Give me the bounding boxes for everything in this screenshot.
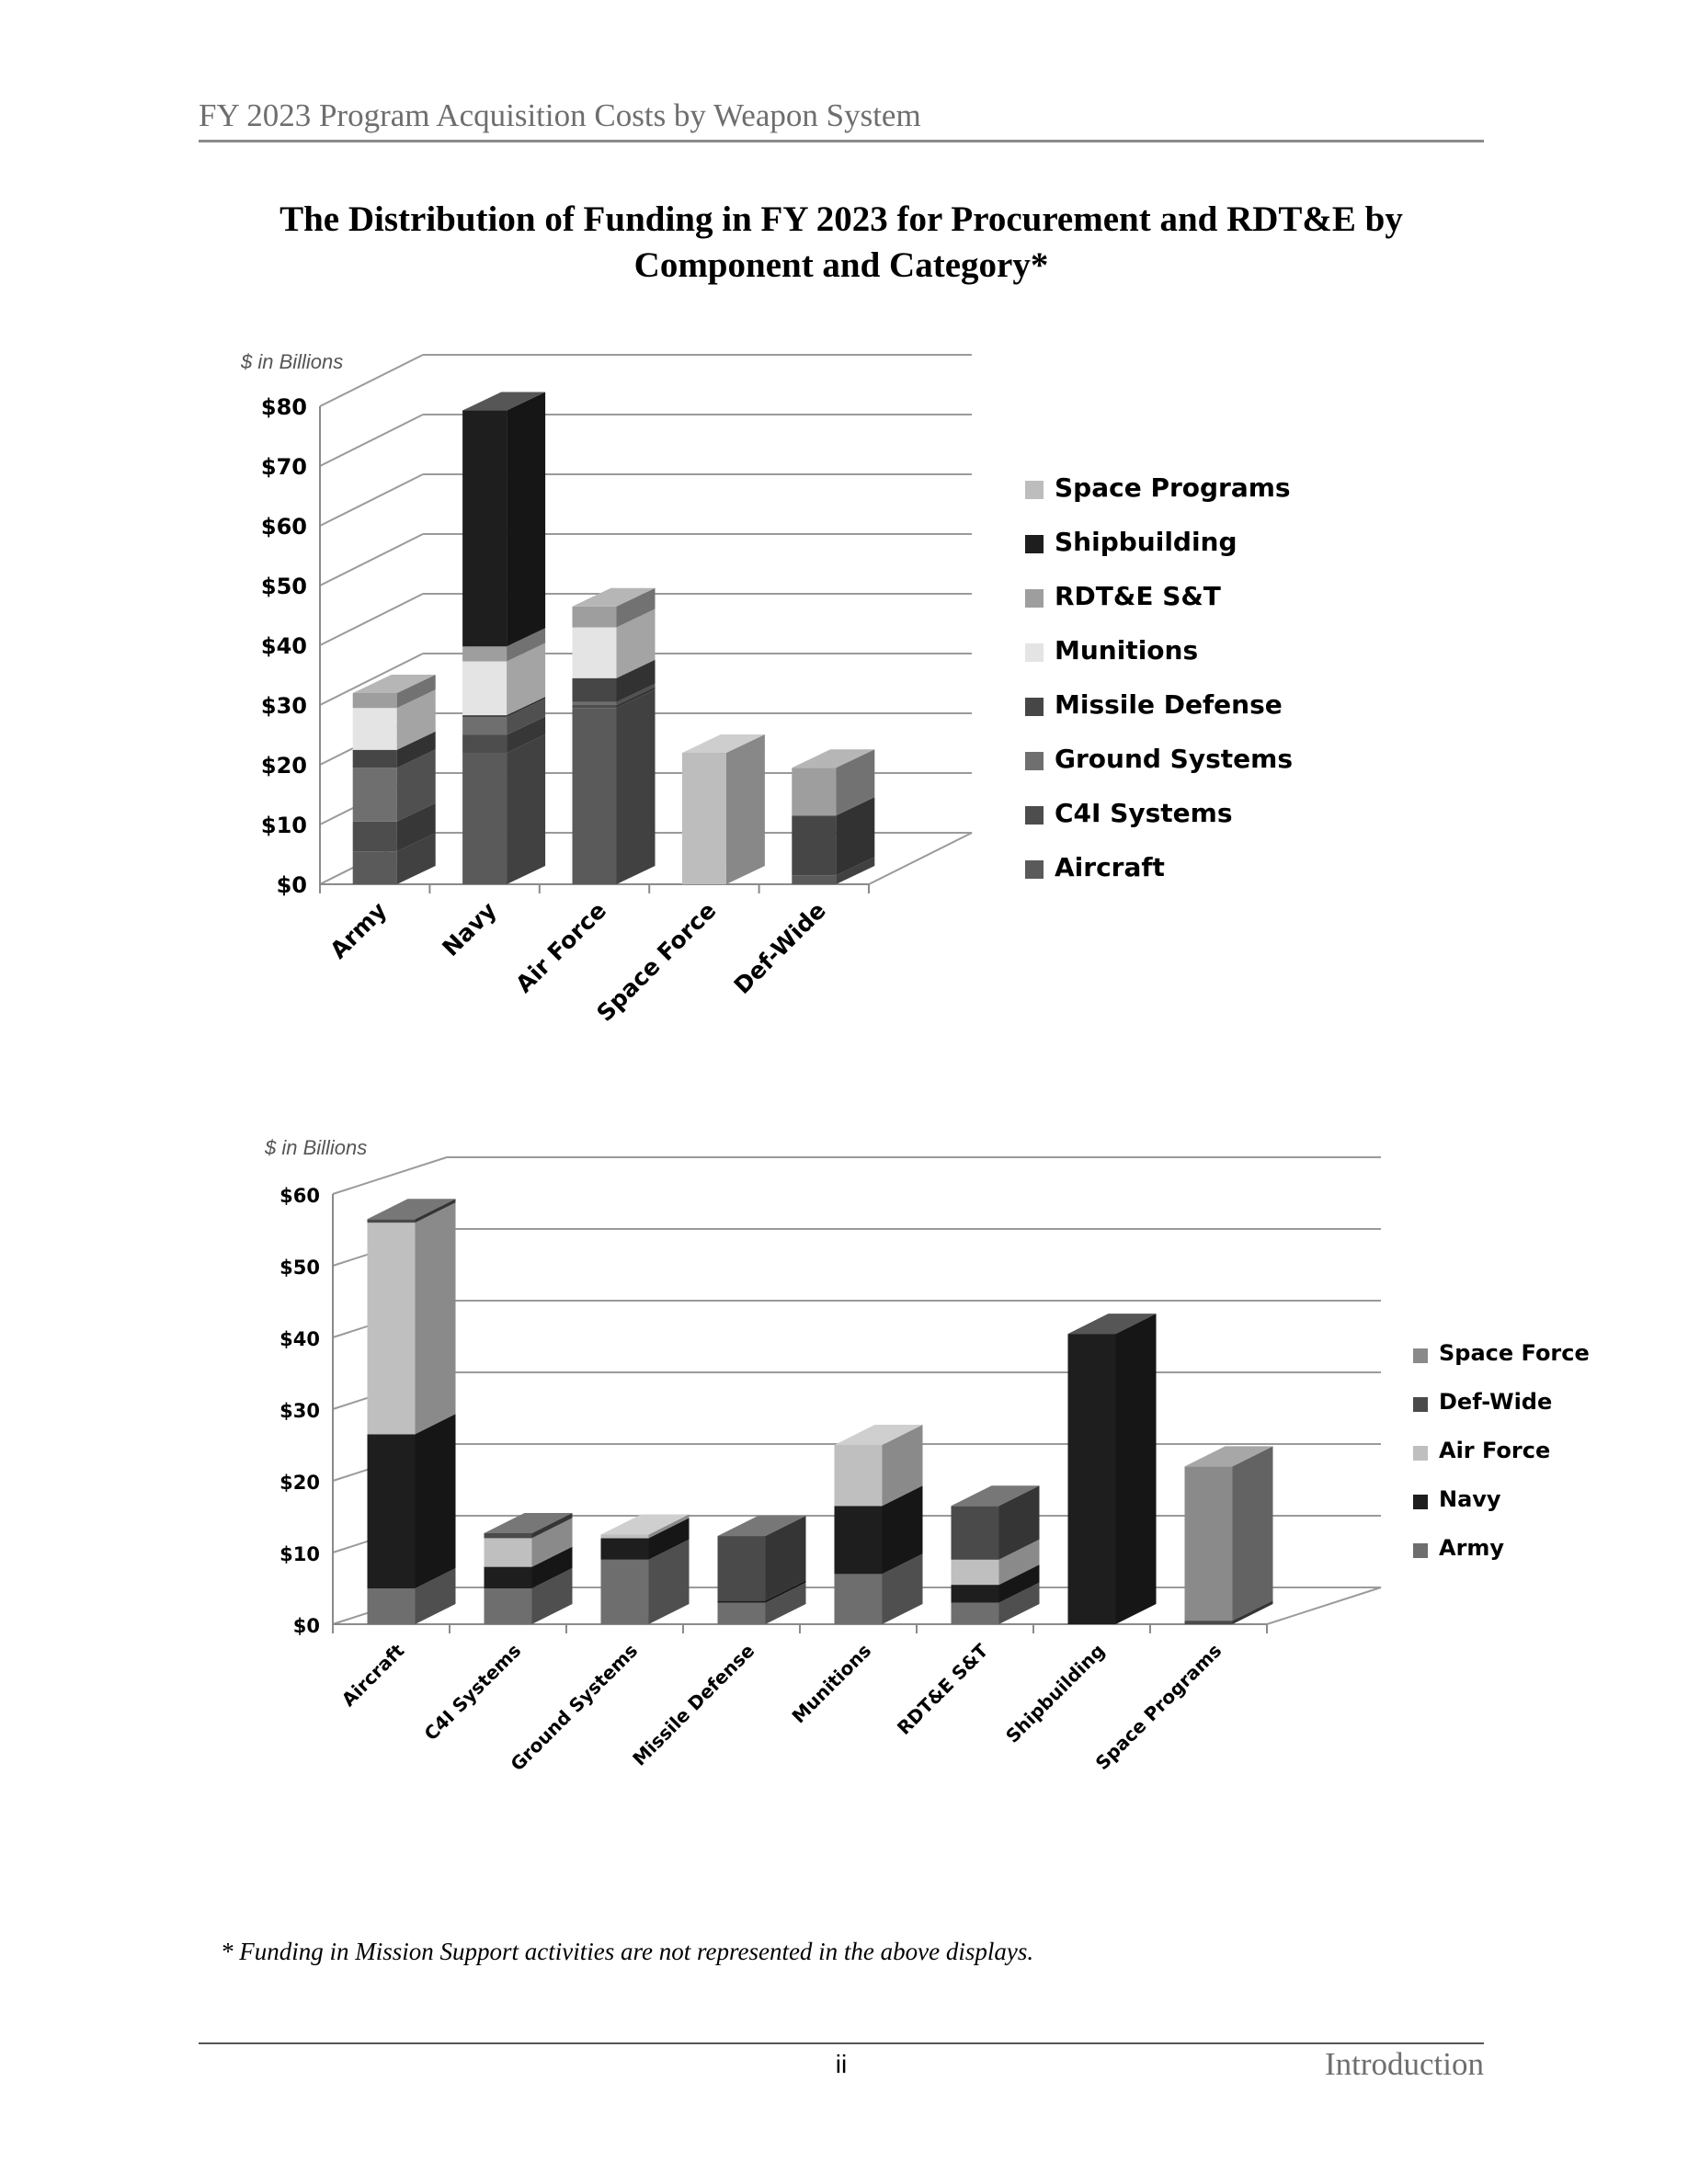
bar-front <box>368 1434 416 1588</box>
bar-front <box>573 628 617 678</box>
y-tick-label: $0 <box>292 1615 320 1637</box>
bar-front <box>718 1603 766 1624</box>
bar-front <box>1185 1466 1233 1621</box>
bar-front <box>573 708 617 884</box>
legend-item-space-force <box>1413 1340 1590 1366</box>
legend-swatch <box>1025 481 1044 499</box>
bar-front <box>462 715 507 717</box>
bar-side <box>507 392 545 647</box>
y-tick-label: $30 <box>260 693 307 719</box>
legend <box>1025 472 1293 882</box>
legend-swatch <box>1025 860 1044 879</box>
legend <box>1413 1340 1590 1561</box>
unit-label: $ in Billions <box>241 350 344 373</box>
legend-item-munitions <box>1025 635 1198 665</box>
legend-label: Space Force <box>1439 1340 1590 1366</box>
y-tick-label: $20 <box>260 753 307 779</box>
legend-label: Army <box>1439 1535 1505 1561</box>
gridline-side <box>320 534 423 586</box>
bar-front <box>462 662 507 716</box>
legend-label: Space Programs <box>1055 472 1291 503</box>
x-category-label: Navy <box>437 896 502 962</box>
x-category-label: Missile Defense <box>628 1639 759 1770</box>
x-category-label: Munitions <box>787 1639 876 1728</box>
legend-swatch <box>1025 698 1044 716</box>
legend-swatch <box>1025 535 1044 553</box>
legend-item-aircraft <box>1025 852 1165 882</box>
bar-stack-shipbuilding <box>1068 1314 1157 1624</box>
page-number: ii <box>835 2050 848 2078</box>
bar-front <box>353 851 397 884</box>
legend-label: Missile Defense <box>1055 689 1283 720</box>
x-category-label: Shipbuilding <box>1001 1639 1110 1747</box>
bar-stack-def-wide <box>792 749 874 884</box>
x-category-label: Aircraft <box>336 1639 409 1712</box>
bar-navy-shipbuilding <box>462 392 545 647</box>
legend-swatch <box>1413 1446 1428 1461</box>
bar-front <box>952 1585 999 1603</box>
bar-air-force-aircraft <box>573 689 656 884</box>
bar-stack-aircraft <box>368 1199 456 1624</box>
bar-front <box>485 1538 532 1566</box>
y-tick-label: $70 <box>260 454 307 480</box>
bar-front <box>573 702 617 705</box>
bar-front <box>462 411 507 647</box>
bar-front <box>835 1574 883 1624</box>
legend-swatch <box>1025 589 1044 608</box>
bar-side <box>416 1202 456 1434</box>
page-title <box>199 197 1484 289</box>
legend-item-ground-systems <box>1025 744 1293 774</box>
legend-label: C4I Systems <box>1055 798 1233 828</box>
legend-swatch <box>1413 1543 1428 1558</box>
bar-front <box>573 607 617 628</box>
legend-swatch <box>1025 752 1044 770</box>
legend-swatch <box>1413 1495 1428 1509</box>
bar-front <box>485 1533 532 1538</box>
x-category-label: Space Programs <box>1090 1639 1226 1775</box>
y-tick-label: $10 <box>279 1543 320 1565</box>
gridline-side <box>320 594 423 645</box>
gridline-side <box>333 1157 447 1194</box>
bar-front <box>952 1560 999 1585</box>
y-tick-label: $60 <box>279 1185 320 1207</box>
legend-swatch <box>1413 1348 1428 1363</box>
bar-front <box>353 768 397 822</box>
bar-stack-army <box>353 675 436 884</box>
legend-label: Ground Systems <box>1055 744 1293 774</box>
bar-stack-space-programs <box>1185 1446 1273 1624</box>
bar-stack-ground-systems <box>601 1515 690 1625</box>
y-tick-label: $40 <box>279 1328 320 1350</box>
y-tick-label: $20 <box>279 1472 320 1494</box>
legend-label: Aircraft <box>1055 852 1165 882</box>
legend-item-army <box>1413 1535 1504 1561</box>
y-tick-label: $80 <box>260 394 307 420</box>
bar-front <box>952 1506 999 1560</box>
bar-front <box>368 1588 416 1624</box>
legend-item-c4i-systems <box>1025 798 1233 828</box>
title-line-2: Component and Category* <box>633 245 1049 285</box>
bar-front <box>368 1219 416 1223</box>
bar-stack-c4i-systems <box>485 1513 573 1624</box>
bar-front <box>835 1445 883 1506</box>
bar-front <box>485 1567 532 1588</box>
running-header: FY 2023 Program Acquisition Costs by Weapon System <box>199 97 921 133</box>
bar-front <box>462 646 507 661</box>
y-tick-label: $50 <box>279 1257 320 1279</box>
bar-stack-navy <box>462 392 545 884</box>
y-tick-label: $60 <box>260 514 307 540</box>
legend-label: Shipbuilding <box>1055 527 1237 557</box>
bar-stack-munitions <box>835 1425 923 1624</box>
bar-side <box>726 734 765 884</box>
footnote: * Funding in Mission Support activities are not represented in the above displays. <box>221 1938 1034 1965</box>
title-line-1: The Distribution of Funding in FY 2023 for Procurement and RDT&E by <box>279 199 1403 239</box>
bar-front <box>792 875 836 884</box>
category-funding-chart <box>0 1121 1688 1875</box>
y-tick-label: $40 <box>260 633 307 659</box>
bar-front <box>353 708 397 750</box>
bar-side <box>617 689 656 884</box>
bar-side <box>1233 1446 1273 1621</box>
bar-front <box>792 815 836 875</box>
legend-item-missile-defense <box>1025 689 1283 720</box>
bar-front <box>353 750 397 768</box>
x-category-label: C4I Systems <box>419 1639 526 1746</box>
bar-front <box>718 1536 766 1600</box>
bar-shipbuilding-navy <box>1068 1314 1157 1624</box>
legend-item-space-programs <box>1025 472 1291 503</box>
x-category-label: Army <box>325 896 393 964</box>
legend-swatch <box>1413 1397 1428 1412</box>
bar-space-force-space-programs <box>682 734 765 884</box>
bar-stack-air-force <box>573 588 656 884</box>
legend-swatch <box>1025 643 1044 662</box>
bar-front <box>573 705 617 708</box>
x-category-label: Space Force <box>591 896 722 1027</box>
legend-label: Def-Wide <box>1439 1389 1553 1415</box>
bar-front <box>835 1506 883 1574</box>
legend-swatch <box>1025 806 1044 825</box>
bar-front <box>1068 1334 1116 1624</box>
legend-item-rdt-e-s-t <box>1025 581 1221 611</box>
bar-front <box>601 1560 649 1624</box>
unit-label: $ in Billions <box>265 1136 368 1159</box>
bar-navy-aircraft <box>462 734 545 884</box>
bar-front <box>573 678 617 702</box>
legend-item-shipbuilding <box>1025 527 1237 557</box>
bar-stack-rdt-e-s-t <box>952 1485 1040 1624</box>
header-rule <box>199 140 1484 142</box>
bar-front <box>952 1603 999 1624</box>
bar-front <box>462 717 507 735</box>
footer-rule <box>199 2042 1484 2044</box>
bar-space-programs-space-force <box>1185 1446 1273 1621</box>
bar-front <box>353 693 397 708</box>
x-category-label: Air Force <box>510 896 612 998</box>
bar-side <box>416 1414 456 1588</box>
bar-side <box>507 734 545 884</box>
x-category-label: Def-Wide <box>728 896 831 1000</box>
bar-side <box>1116 1314 1157 1624</box>
y-tick-label: $0 <box>276 872 307 898</box>
bar-front <box>462 753 507 884</box>
bar-aircraft-air-force <box>368 1202 456 1434</box>
bar-front <box>682 753 726 884</box>
bar-front <box>462 735 507 754</box>
bar-stack-missile-defense <box>718 1516 806 1624</box>
bar-front <box>718 1600 766 1602</box>
y-tick-label: $50 <box>260 574 307 599</box>
x-category-label: RDT&E S&T <box>892 1639 993 1739</box>
bar-front <box>792 768 836 815</box>
x-category-label: Ground Systems <box>506 1639 643 1776</box>
legend-item-def-wide <box>1413 1389 1552 1415</box>
footer-section: Introduction <box>1324 2046 1484 2082</box>
legend-label: Air Force <box>1439 1438 1551 1463</box>
bar-front <box>601 1535 649 1539</box>
bar-front <box>1185 1621 1233 1624</box>
gridline-side <box>320 415 423 466</box>
legend-label: Munitions <box>1055 635 1199 665</box>
legend-item-air-force <box>1413 1438 1550 1463</box>
bar-front <box>368 1223 416 1434</box>
legend-item-navy <box>1413 1486 1501 1512</box>
bar-stack-space-force <box>682 734 765 884</box>
bar-front <box>353 822 397 852</box>
bar-aircraft-navy <box>368 1414 456 1588</box>
component-funding-chart <box>0 313 1688 1048</box>
legend-label: Navy <box>1439 1486 1501 1512</box>
bar-front <box>485 1588 532 1624</box>
y-tick-label: $10 <box>260 813 307 838</box>
gridline-side <box>320 474 423 526</box>
bar-front <box>601 1538 649 1559</box>
y-tick-label: $30 <box>279 1400 320 1422</box>
legend-label: RDT&E S&T <box>1055 581 1221 611</box>
